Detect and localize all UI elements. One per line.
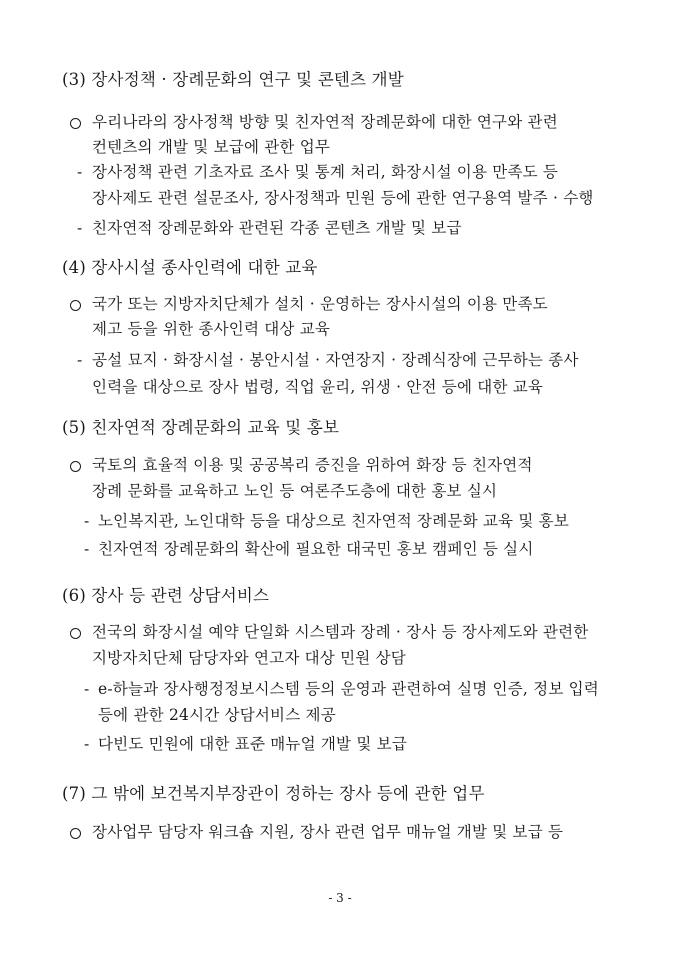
subitem-text-line: 친자연적 장례문화와 관련된 각종 콘텐츠 개발 및 보급 xyxy=(92,219,462,237)
circle-bullet-icon xyxy=(70,118,81,129)
bullet-text-line: 전국의 화장시설 예약 단일화 시스템과 장례 · 장사 등 장사제도와 관련한 xyxy=(92,623,589,641)
bullet-text-line: 장사업무 담당자 워크숍 지원, 장사 관련 업무 매뉴얼 개발 및 보급 등 xyxy=(92,823,564,841)
dash-bullet-icon: - xyxy=(84,680,90,698)
section-heading: (5) 친자연적 장례문화의 교육 및 홍보 xyxy=(62,418,340,437)
section-heading: (4) 장사시설 종사인력에 대한 교육 xyxy=(62,258,318,277)
bullet-text-line: 컨텐츠의 개발 및 보급에 관한 업무 xyxy=(92,138,331,156)
dash-bullet-icon: - xyxy=(77,219,83,237)
subitem-text-line: 공설 묘지 · 화장시설 · 봉안시설 · 자연장지 · 장례식장에 근무하는 종사 xyxy=(92,351,579,369)
section-heading: (7) 그 밖에 보건복지부장관이 정하는 장사 등에 관한 업무 xyxy=(62,784,485,803)
bullet-text-line: 지방자치단체 담당자와 연고자 대상 민원 상담 xyxy=(92,649,406,667)
page-number: - 3 - xyxy=(328,891,352,905)
dash-bullet-icon: - xyxy=(77,351,83,369)
bullet-text-line: 국가 또는 지방자치단체가 설치 · 운영하는 장사시설의 이용 만족도 xyxy=(92,295,548,313)
subitem-text-line: e-하늘과 장사행정정보시스템 등의 운영과 관련하여 실명 인증, 정보 입력 xyxy=(98,680,599,698)
dash-bullet-icon: - xyxy=(84,512,90,530)
section-heading: (3) 장사정책 · 장례문화의 연구 및 콘텐츠 개발 xyxy=(62,70,404,89)
dash-bullet-icon: - xyxy=(84,540,90,558)
subitem-text-line: 장사제도 관련 설문조사, 장사정책과 민원 등에 관한 연구용역 발주 · 수행 xyxy=(92,189,594,207)
dash-bullet-icon: - xyxy=(84,735,90,753)
bullet-text-line: 국토의 효율적 이용 및 공공복리 증진을 위하여 화장 등 친자연적 xyxy=(92,456,533,474)
section-heading: (6) 장사 등 관련 상담서비스 xyxy=(62,586,270,605)
circle-bullet-icon xyxy=(70,828,81,839)
subitem-text-line: 등에 관한 24시간 상담서비스 제공 xyxy=(98,706,336,724)
subitem-text-line: 인력을 대상으로 장사 법령, 직업 윤리, 위생 · 안전 등에 대한 교육 xyxy=(92,378,544,396)
dash-bullet-icon: - xyxy=(77,163,83,181)
bullet-text-line: 제고 등을 위한 종사인력 대상 교육 xyxy=(92,320,331,338)
subitem-text-line: 친자연적 장례문화의 확산에 필요한 대국민 홍보 캠페인 등 실시 xyxy=(98,540,534,558)
circle-bullet-icon xyxy=(70,461,81,472)
circle-bullet-icon xyxy=(70,300,81,311)
subitem-text-line: 다빈도 민원에 대한 표준 매뉴얼 개발 및 보급 xyxy=(98,735,408,753)
subitem-text-line: 노인복지관, 노인대학 등을 대상으로 친자연적 장례문화 교육 및 홍보 xyxy=(98,512,569,530)
subitem-text-line: 장사정책 관련 기초자료 조사 및 통계 처리, 화장시설 이용 만족도 등 xyxy=(92,163,559,181)
circle-bullet-icon xyxy=(70,628,81,639)
bullet-text-line: 장례 문화를 교육하고 노인 등 여론주도층에 대한 홍보 실시 xyxy=(92,482,498,500)
bullet-text-line: 우리나라의 장사정책 방향 및 친자연적 장례문화에 대한 연구와 관련 xyxy=(92,113,558,131)
